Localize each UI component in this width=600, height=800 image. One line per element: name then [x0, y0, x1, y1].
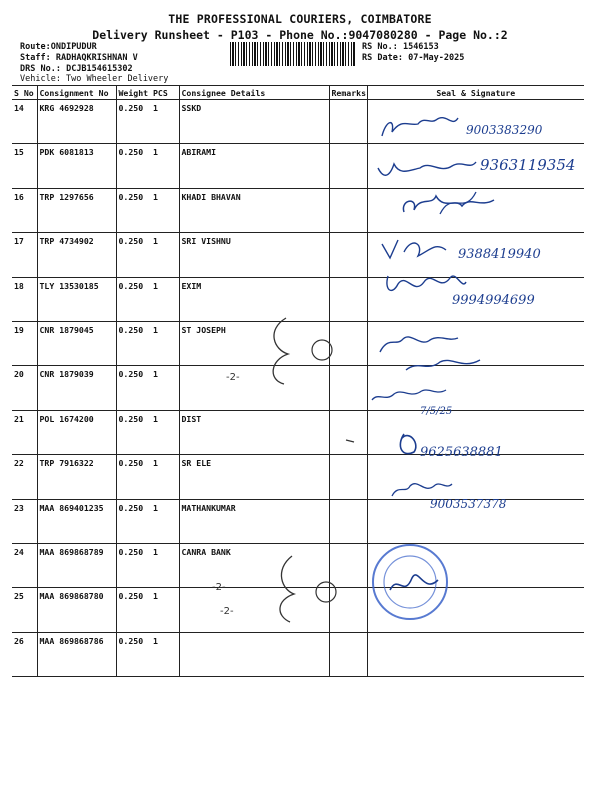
cell-signature [367, 410, 584, 454]
cell-remarks [329, 100, 367, 144]
cell-consignee: EXIM [179, 277, 329, 321]
company-title: THE PROFESSIONAL COURIERS, COIMBATORE [168, 12, 432, 26]
col-pcs: PCS [151, 86, 179, 100]
cell-consignment-no: POL 1674200 [37, 410, 116, 454]
cell-weight: 0.250 [116, 543, 151, 587]
col-remarks: Remarks [329, 86, 367, 100]
cell-consignment-no: PDK 6081813 [37, 144, 116, 188]
cell-weight: 0.250 [116, 277, 151, 321]
cell-weight: 0.250 [116, 588, 151, 632]
r17-phone: 9388419940 [458, 247, 541, 262]
cell-consignee: KHADI BHAVAN [179, 188, 329, 232]
drs-value: DCJB154615302 [66, 64, 133, 74]
table-row [12, 410, 584, 454]
ditto-mark-a: -2- [226, 372, 240, 383]
cell-remarks [329, 321, 367, 365]
vehicle-line: Vehicle: Two Wheeler Delivery [20, 74, 169, 84]
cell-signature [367, 144, 584, 188]
cell-signature [367, 188, 584, 232]
cell-weight: 0.250 [116, 455, 151, 499]
cell-consignment-no: CNR 1879039 [37, 366, 116, 410]
cell-sno: 21 [12, 410, 37, 454]
cell-consignment-no: TRP 7916322 [37, 455, 116, 499]
cell-remarks [329, 455, 367, 499]
cell-weight: 0.250 [116, 100, 151, 144]
cell-consignee: CANRA BANK [179, 543, 329, 587]
runsheet-table [12, 85, 584, 677]
staff-value: RADHAQKRISHNAN V [55, 53, 138, 63]
cell-consignment-no: TRP 4734902 [37, 233, 116, 277]
cell-weight: 0.250 [116, 632, 151, 676]
drs-label: DRS No.: [20, 64, 61, 74]
cell-consignment-no: MAA 869868789 [37, 543, 116, 587]
cell-weight: 0.250 [116, 499, 151, 543]
rs-no-label: RS No.: [362, 42, 398, 52]
cell-consignment-no: MAA 869868780 [37, 588, 116, 632]
cell-pcs: 1 [151, 632, 179, 676]
cell-weight: 0.250 [116, 233, 151, 277]
staff-line [20, 53, 138, 63]
table-row [12, 144, 584, 188]
cell-weight: 0.250 [116, 144, 151, 188]
cell-pcs: 1 [151, 588, 179, 632]
cell-consignee: SSKD [179, 100, 329, 144]
cell-signature [367, 100, 584, 144]
cell-consignee: SR ELE [179, 455, 329, 499]
cell-pcs: 1 [151, 455, 179, 499]
rs-date-label: RS Date: [362, 53, 403, 63]
cell-consignment-no: CNR 1879045 [37, 321, 116, 365]
table-row [12, 321, 584, 365]
cell-sno: 24 [12, 543, 37, 587]
cell-remarks [329, 499, 367, 543]
ditto-mark-c: -2- [220, 606, 234, 617]
cell-remarks [329, 543, 367, 587]
cell-consignee: MATHANKUMAR [179, 499, 329, 543]
cell-weight: 0.250 [116, 366, 151, 410]
rs-date-value: 07-May-2025 [408, 53, 465, 63]
cell-remarks [329, 588, 367, 632]
cell-consignee [179, 366, 329, 410]
cell-remarks [329, 144, 367, 188]
table-row [12, 588, 584, 632]
cell-signature [367, 455, 584, 499]
cell-signature [367, 499, 584, 543]
cell-sno: 20 [12, 366, 37, 410]
cell-sno: 25 [12, 588, 37, 632]
table-row [12, 543, 584, 587]
cell-signature [367, 277, 584, 321]
col-signature: Seal & Signature [367, 86, 584, 100]
cell-sno: 23 [12, 499, 37, 543]
r22-phone: 9625638881 [420, 445, 503, 460]
r15-phone: 9363119354 [480, 156, 576, 174]
cell-sno: 15 [12, 144, 37, 188]
table-header-row [12, 86, 584, 100]
rs-no-line [362, 42, 439, 52]
cell-weight: 0.250 [116, 410, 151, 454]
cell-pcs: 1 [151, 543, 179, 587]
table-row [12, 455, 584, 499]
col-sno: S No [12, 86, 37, 100]
cell-consignee [179, 588, 329, 632]
cell-consignee: ABIRAMI [179, 144, 329, 188]
runsheet-title: Delivery Runsheet - P103 - Phone No.:9047080280 - Page No.:2 [92, 28, 508, 42]
cell-pcs: 1 [151, 366, 179, 410]
cell-signature [367, 233, 584, 277]
col-consignee: Consignee Details [179, 86, 329, 100]
cell-consignee: DIST [179, 410, 329, 454]
cell-consignee: ST JOSEPH [179, 321, 329, 365]
cell-weight: 0.250 [116, 321, 151, 365]
cell-signature [367, 321, 584, 365]
cell-pcs: 1 [151, 188, 179, 232]
cell-consignment-no: TLY 13530185 [37, 277, 116, 321]
cell-remarks [329, 277, 367, 321]
table-row [12, 188, 584, 232]
cell-consignment-no: MAA 869868786 [37, 632, 116, 676]
cell-consignee [179, 632, 329, 676]
cell-remarks [329, 188, 367, 232]
ditto-mark-b: -2- [212, 582, 226, 593]
cell-remarks [329, 632, 367, 676]
drs-line [20, 64, 133, 74]
table-row [12, 277, 584, 321]
cell-signature [367, 588, 584, 632]
cell-pcs: 1 [151, 321, 179, 365]
cell-sno: 16 [12, 188, 37, 232]
route-value: ONDIPUDUR [50, 42, 97, 52]
cell-pcs: 1 [151, 277, 179, 321]
table-row [12, 499, 584, 543]
table-row [12, 366, 584, 410]
cell-signature [367, 366, 584, 410]
cell-consignment-no: TRP 1297656 [37, 188, 116, 232]
cell-sno: 19 [12, 321, 37, 365]
r14-phone: 9003383290 [466, 123, 543, 137]
cell-pcs: 1 [151, 144, 179, 188]
cell-sno: 14 [12, 100, 37, 144]
cell-weight: 0.250 [116, 188, 151, 232]
col-consignment: Consignment No [37, 86, 116, 100]
cell-consignment-no: MAA 869401235 [37, 499, 116, 543]
r23-phone: 9003537378 [430, 497, 507, 511]
col-weight: Weight [116, 86, 151, 100]
cell-sno: 26 [12, 632, 37, 676]
cell-remarks [329, 233, 367, 277]
rs-no-value: 1546153 [402, 42, 439, 52]
cell-consignment-no: KRG 4692928 [37, 100, 116, 144]
cell-consignee: SRI VISHNU [179, 233, 329, 277]
cell-sno: 17 [12, 233, 37, 277]
barcode [230, 42, 355, 66]
rs-date-line [362, 53, 464, 63]
r18-phone: 9994994699 [452, 293, 535, 308]
table-row [12, 632, 584, 676]
table-row [12, 100, 584, 144]
cell-pcs: 1 [151, 499, 179, 543]
cell-pcs: 1 [151, 233, 179, 277]
cell-pcs: 1 [151, 100, 179, 144]
cell-signature [367, 543, 584, 587]
staff-label: Staff: [20, 53, 51, 63]
table-row [12, 233, 584, 277]
cell-sno: 22 [12, 455, 37, 499]
route-label: Route: [20, 42, 51, 52]
cell-signature [367, 632, 584, 676]
cell-pcs: 1 [151, 410, 179, 454]
cell-remarks [329, 366, 367, 410]
cell-sno: 18 [12, 277, 37, 321]
r21-date: 7/5/25 [420, 406, 453, 417]
cell-remarks [329, 410, 367, 454]
route-line [20, 42, 97, 52]
